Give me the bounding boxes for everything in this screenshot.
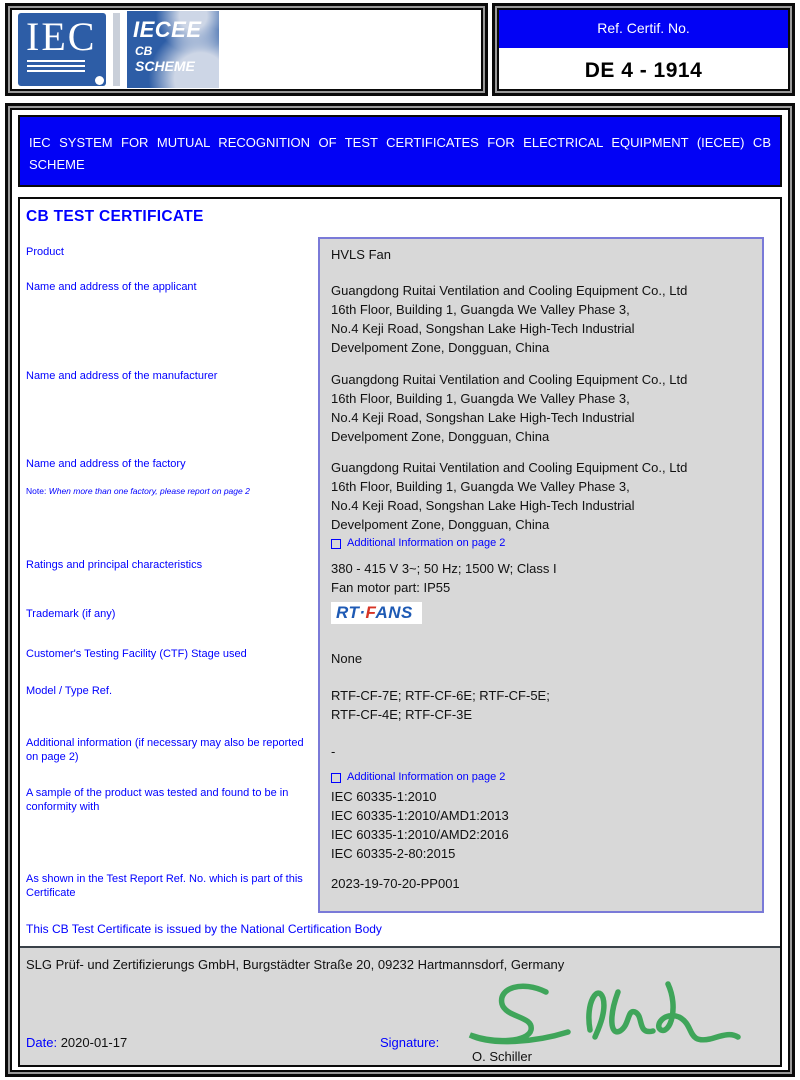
label-test-report: As shown in the Test Report Ref. No. which is part of this Certificate bbox=[26, 873, 303, 899]
factory-additional-info-row bbox=[331, 535, 754, 552]
iec-logo-lines bbox=[27, 60, 99, 76]
value-applicant: Guangdong Ruitai Ventilation and Cooling Equipment Co., Ltd 16th Floor, Building 1, Guangda We Valley Phase 3, No.4 Keji Road, Songshan Lake High-Tech Industrial Develpoment Zone, Dongguan, China bbox=[331, 283, 688, 355]
logo-divider bbox=[113, 13, 120, 86]
value-product: HVLS Fan bbox=[331, 247, 391, 262]
header-logos-box bbox=[5, 3, 488, 96]
value-trademark bbox=[331, 602, 754, 624]
ref-certif-label: Ref. Certif. No. bbox=[499, 10, 788, 48]
iecee-cb-scheme-logo bbox=[127, 11, 219, 88]
date-line bbox=[26, 1035, 127, 1050]
label-manufacturer: Name and address of the manufacturer bbox=[26, 370, 218, 382]
date-value: 2020-01-17 bbox=[60, 1035, 128, 1050]
label-standards: A sample of the product was tested and found to be in conformity with bbox=[26, 787, 289, 813]
additional-info-label: Additional Information on page 2 bbox=[347, 537, 506, 549]
date-label: Date: bbox=[26, 1035, 58, 1050]
label-factory: Name and address of the factory bbox=[26, 458, 186, 470]
certificate-title: CB TEST CERTIFICATE bbox=[26, 208, 204, 225]
label-applicant: Name and address of the applicant bbox=[26, 281, 197, 293]
rt-fans-logo: RT·FANS bbox=[331, 602, 422, 624]
label-additional-info: Additional information (if necessary may also be reported on page 2) bbox=[26, 737, 304, 763]
label-product: Product bbox=[26, 246, 64, 258]
label-ratings: Ratings and principal characteristics bbox=[26, 559, 203, 571]
scheme-banner: IEC SYSTEM FOR MUTUAL RECOGNITION OF TEST CERTIFICATES FOR ELECTRICAL EQUIPMENT (IECEE) CB SCHEME bbox=[18, 115, 782, 187]
iec-logo bbox=[18, 13, 106, 86]
additional-info-row bbox=[331, 769, 754, 786]
factory-note-text: When more than one factory, please report on page 2 bbox=[48, 486, 250, 496]
label-trademark: Trademark (if any) bbox=[26, 608, 116, 620]
checkbox-icon bbox=[331, 539, 341, 549]
value-test-report: 2023-19-70-20-PP001 bbox=[331, 876, 460, 891]
value-manufacturer: Guangdong Ruitai Ventilation and Cooling Equipment Co., Ltd 16th Floor, Building 1, Guangda We Valley Phase 3, No.4 Keji Road, Songshan Lake High-Tech Industrial Develpoment Zone, Dongguan, China bbox=[331, 372, 688, 444]
additional-info-label: Additional Information on page 2 bbox=[347, 771, 506, 783]
label-model: Model / Type Ref. bbox=[26, 685, 113, 697]
value-model: RTF-CF-7E; RTF-CF-6E; RTF-CF-5E; RTF-CF-4E; RTF-CF-3E bbox=[331, 688, 550, 722]
issued-by-statement: This CB Test Certificate is issued by the National Certification Body bbox=[26, 922, 382, 936]
value-factory: Guangdong Ruitai Ventilation and Cooling Equipment Co., Ltd 16th Floor, Building 1, Guangda We Valley Phase 3, No.4 Keji Road, Songshan Lake High-Tech Industrial Develpoment Zone, Dongguan, China Additional Information on page 2 bbox=[331, 458, 754, 552]
iecee-logo-scheme: SCHEME bbox=[135, 58, 195, 74]
factory-note-prefix: Note: bbox=[26, 486, 49, 496]
checkbox-icon bbox=[331, 773, 341, 783]
value-ctf: None bbox=[331, 651, 363, 666]
iec-logo-dot bbox=[95, 76, 104, 85]
main-box bbox=[5, 103, 795, 1077]
value-additional-info: - Additional Information on page 2 bbox=[331, 742, 754, 786]
ref-certif-number: DE 4 - 1914 bbox=[584, 59, 703, 82]
value-ratings: 380 - 415 V 3~; 50 Hz; 1500 W; Class I Fan motor part: IP55 bbox=[331, 561, 557, 595]
ref-certif-box bbox=[492, 3, 795, 96]
ncb-section bbox=[20, 946, 780, 1065]
signature-label: Signature: bbox=[380, 1035, 440, 1050]
label-ctf: Customer's Testing Facility (CTF) Stage used bbox=[26, 648, 247, 660]
ncb-name-address: SLG Prüf- und Zertifizierungs GmbH, Burgstädter Straße 20, 09232 Hartmannsdorf, Germany bbox=[26, 957, 565, 972]
signature-image bbox=[458, 978, 744, 1060]
iecee-logo-cb: CB bbox=[135, 44, 153, 58]
iecee-logo-text: IECEE bbox=[133, 17, 202, 42]
signer-name: O. Schiller bbox=[472, 1049, 532, 1064]
content-box bbox=[18, 197, 782, 1067]
value-standards: IEC 60335-1:2010 IEC 60335-1:2010/AMD1:2013 IEC 60335-1:2010/AMD2:2016 IEC 60335-2-80:2015 bbox=[331, 789, 509, 861]
values-box bbox=[318, 237, 764, 913]
factory-note bbox=[26, 486, 308, 496]
iec-logo-text: IEC bbox=[26, 14, 97, 59]
